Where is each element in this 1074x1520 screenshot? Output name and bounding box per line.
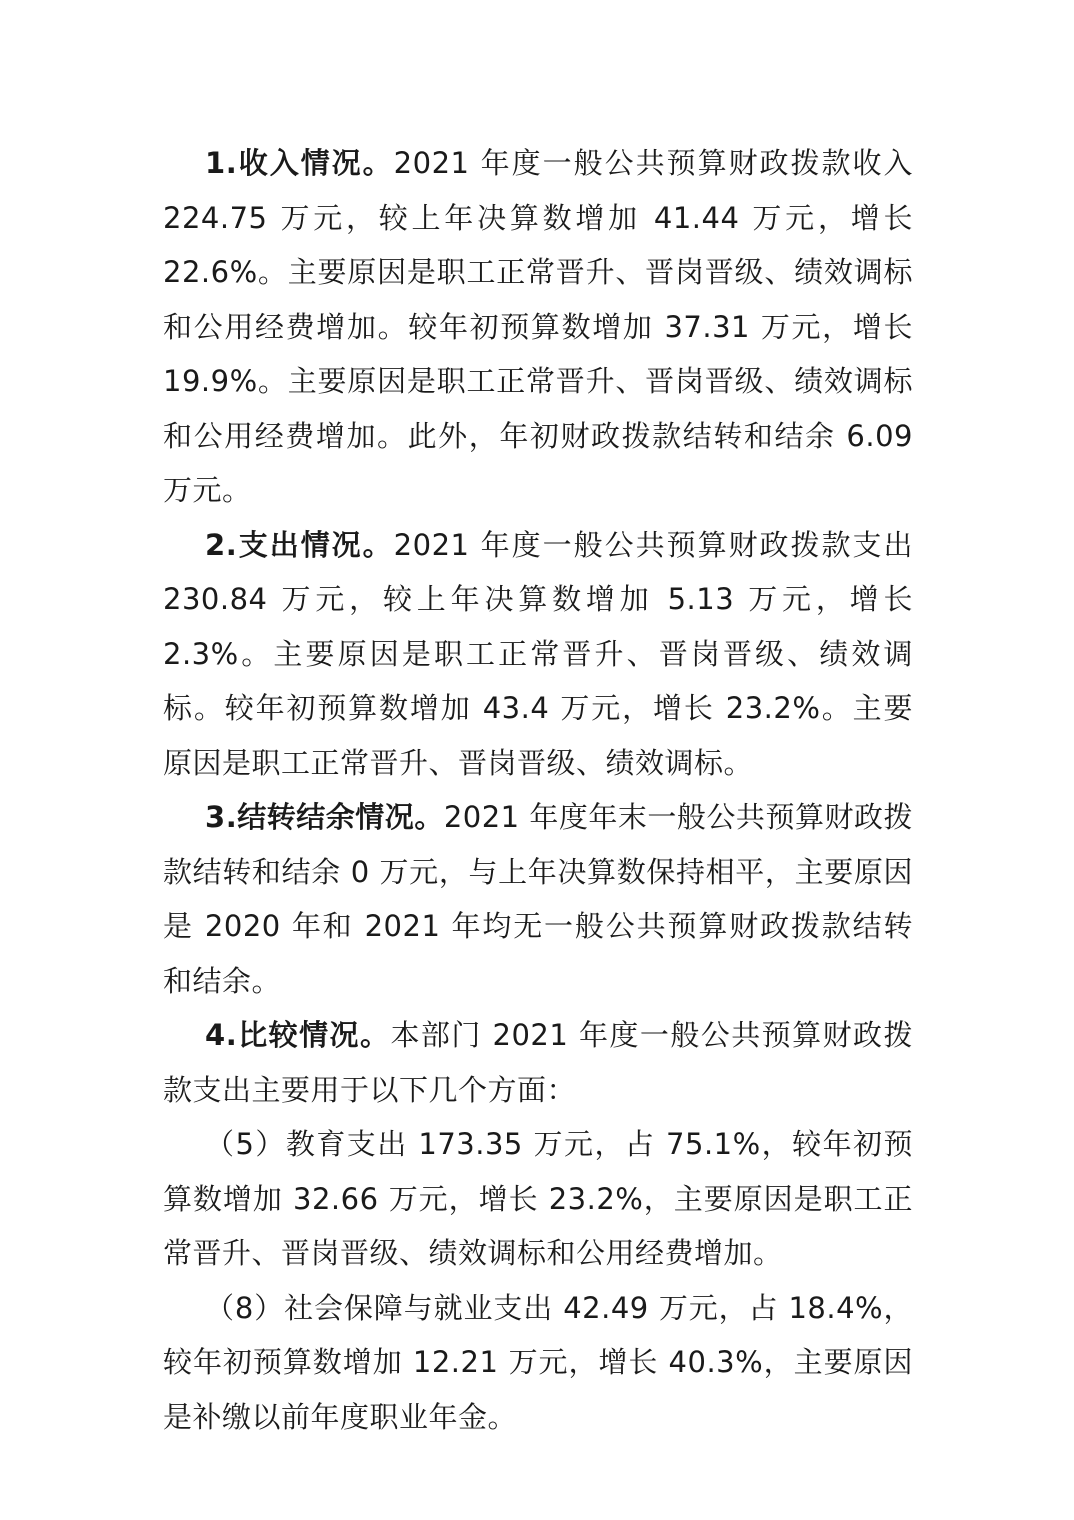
paragraph-income-text: 2021 年度一般公共预算财政拨款收入 224.75 万元，较上年决算数增加 41.44 万元，增长 22.6%。主要原因是职工正常晋升、晋岗晋级、绩效调标和公用经费增加。较年初预算数增加 37.31 万元，增长 19.9%。主要原因是职工正常晋升、晋岗晋级、绩效调标和公用经费增加。此外，年初财政拨款结转和结余 6.09 万元。: [163, 146, 913, 507]
paragraph-education: [163, 1117, 913, 1281]
heading-expenditure: 2.支出情况。: [205, 527, 394, 562]
paragraph-expenditure: [163, 518, 913, 791]
heading-comparison: 4.比较情况。: [205, 1018, 391, 1052]
document-body: [163, 136, 913, 1444]
paragraph-carryover: [163, 790, 913, 1008]
paragraph-social-security-text: （8）社会保障与就业支出 42.49 万元，占 18.4%，较年初预算数增加 12.21 万元，增长 40.3%，主要原因是补缴以前年度职业年金。: [163, 1290, 913, 1434]
paragraph-income: [163, 136, 913, 518]
paragraph-carryover-text: 2021 年度年末一般公共预算财政拨款结转和结余 0 万元，与上年决算数保持相平，主要原因是 2020 年和 2021 年均无一般公共预算财政拨款结转和结余。: [163, 800, 913, 998]
paragraph-comparison-text: 本部门 2021 年度一般公共预算财政拨款支出主要用于以下几个方面：: [163, 1018, 913, 1107]
heading-income: 1.收入情况。: [205, 146, 394, 180]
paragraph-expenditure-text: 2021 年度一般公共预算财政拨款支出 230.84 万元，较上年决算数增加 5.13 万元，增长 2.3%。主要原因是职工正常晋升、晋岗晋级、绩效调标。较年初预算数增加 43.4 万元，增长 23.2%。主要原因是职工正常晋升、晋岗晋级、绩效调标。: [163, 527, 913, 780]
paragraph-comparison: [163, 1008, 913, 1117]
paragraph-education-text: （5）教育支出 173.35 万元，占 75.1%，较年初预算数增加 32.66 万元，增长 23.2%，主要原因是职工正常晋升、晋岗晋级、绩效调标和公用经费增加。: [163, 1127, 913, 1270]
heading-carryover: 3.结转结余情况。: [205, 800, 444, 834]
paragraph-social-security: [163, 1281, 913, 1445]
